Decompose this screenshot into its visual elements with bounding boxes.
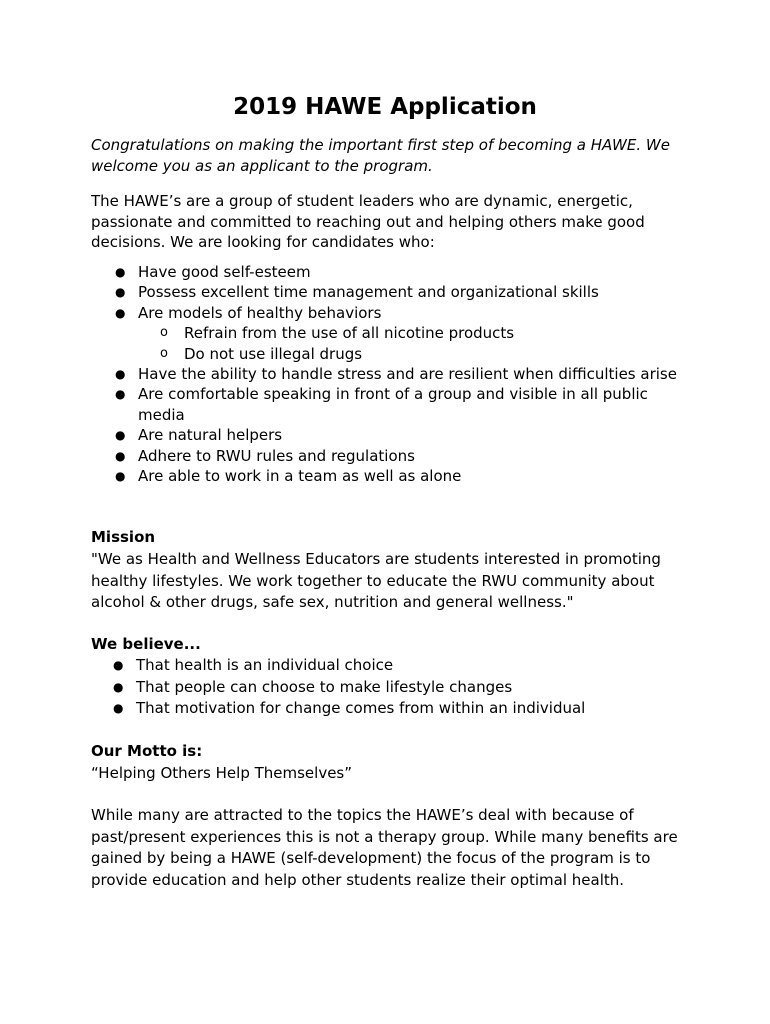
list-item-text: Adhere to RWU rules and regulations — [138, 446, 415, 465]
list-item — [91, 425, 691, 445]
bullet-icon: ● — [115, 367, 126, 382]
list-item — [91, 364, 691, 384]
mission-heading: Mission — [91, 528, 156, 546]
beliefs-list — [91, 655, 691, 720]
bullet-icon: ● — [115, 305, 126, 320]
list-item — [91, 446, 691, 466]
list-item-text: Are comfortable speaking in front of a group and visible in all public media — [138, 385, 648, 424]
list-item-text: Are able to work in a team as well as alone — [138, 467, 462, 486]
list-item-text: Are models of healthy behaviors — [138, 303, 382, 322]
bullet-icon: ● — [113, 679, 124, 694]
list-item-text: Do not use illegal drugs — [184, 344, 363, 363]
list-item — [91, 262, 691, 282]
list-item-text: Have good self-esteem — [138, 263, 311, 281]
list-item — [91, 384, 691, 425]
list-item — [91, 655, 691, 677]
description-paragraph: The HAWE’s are a group of student leaders who are dynamic, energetic, passionate and committed to reaching out and helping others make good decisions. We are looking for candidates who: — [91, 192, 645, 251]
intro-paragraph: Congratulations on making the important first step of becoming a HAWE. We welcome you as an applicant to the program. — [91, 136, 670, 175]
list-item-text: Are natural helpers — [138, 426, 283, 445]
motto-heading: Our Motto is: — [91, 742, 203, 760]
list-item-text: That people can choose to make lifestyle changes — [136, 677, 513, 696]
mission-text: "We as Health and Wellness Educators are students interested in promoting healthy lifestyles. We work together to educate the RWU community about alcohol & other drugs, safe sex, nutrition and general wellness." — [91, 550, 661, 611]
list-item-text: Have the ability to handle stress and are resilient when difficulties arise — [138, 365, 677, 384]
hollow-bullet-icon: o — [160, 345, 168, 361]
bullet-icon: ● — [115, 265, 126, 279]
bullet-icon: ● — [115, 428, 126, 443]
list-item-text: Refrain from the use of all nicotine products — [184, 324, 515, 343]
list-item — [91, 282, 691, 302]
bullet-icon: ● — [115, 469, 126, 484]
sub-list-item — [91, 323, 691, 343]
list-item-text: That motivation for change comes from within an individual — [136, 699, 586, 717]
beliefs-heading: We believe... — [91, 635, 201, 653]
bullet-icon: ● — [115, 285, 126, 300]
candidate-criteria-list — [91, 262, 691, 486]
motto-text: “Helping Others Help Themselves” — [91, 764, 353, 782]
list-item — [91, 677, 691, 699]
closing-paragraph: While many are attracted to the topics the HAWE’s deal with because of past/present experiences this is not a therapy group. While many benefits are gained by being a HAWE (self-development) the focus of the program is to provide education and help other students realize their optimal health. — [91, 806, 678, 889]
list-item-text: That health is an individual choice — [136, 656, 394, 674]
hollow-bullet-icon: o — [160, 325, 168, 341]
bullet-icon: ● — [113, 658, 124, 672]
bullet-icon: ● — [115, 387, 126, 402]
list-item — [91, 466, 691, 486]
bullet-icon: ● — [113, 701, 124, 715]
bullet-icon: ● — [115, 448, 126, 463]
list-item-text: Possess excellent time management and organizational skills — [138, 283, 599, 302]
page-title: 2019 HAWE Application — [233, 94, 537, 120]
list-item — [91, 698, 691, 720]
sub-list-item — [91, 344, 691, 364]
list-item — [91, 303, 691, 323]
